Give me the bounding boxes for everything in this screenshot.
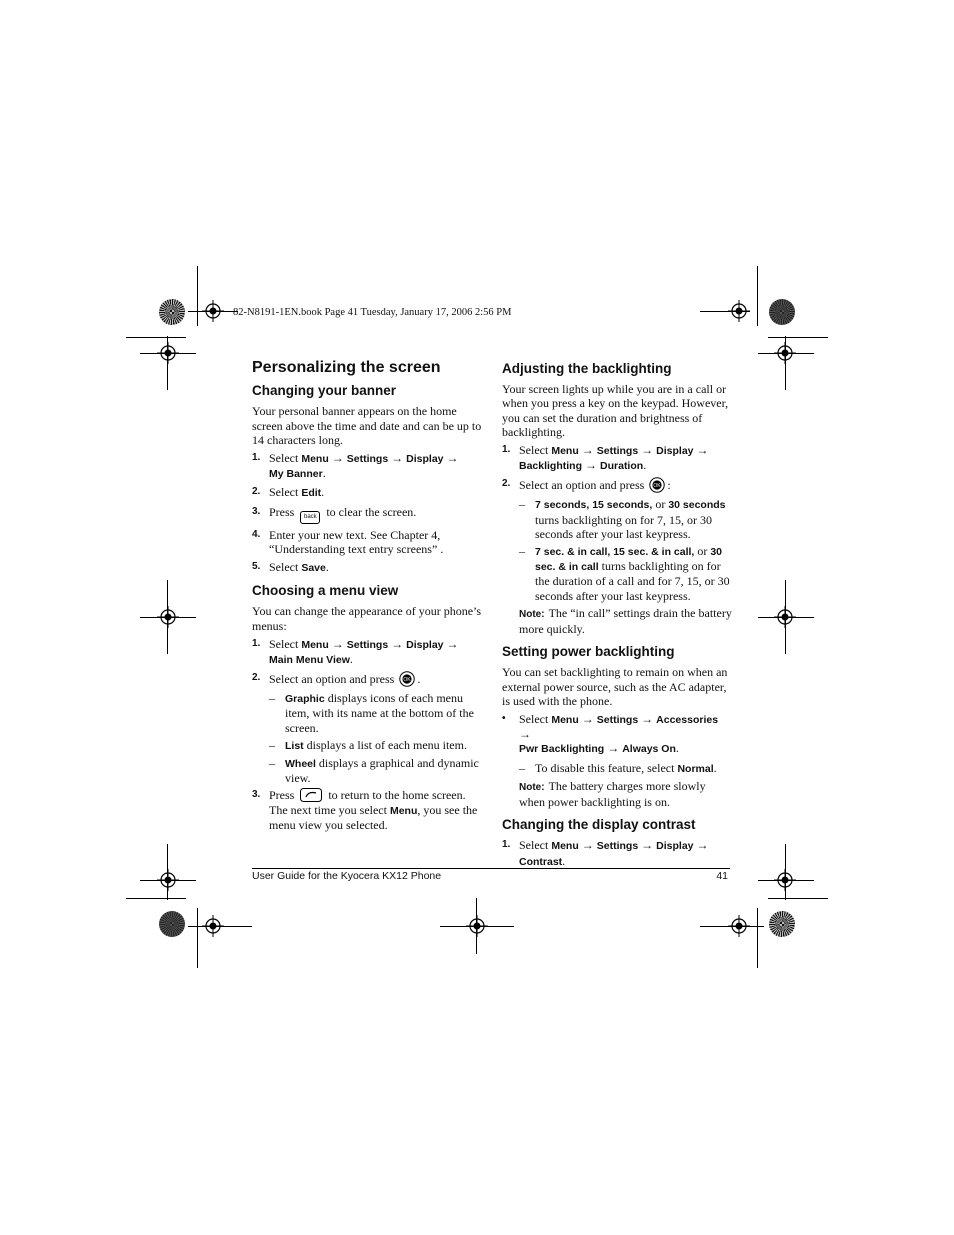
banner-intro: Your personal banner appears on the home screen above the time and date and can be up to 14 characters long. [252, 404, 482, 447]
crop-line [757, 908, 758, 968]
menu-command: Menu [301, 453, 329, 466]
print-slug: 82-N8191-1EN.book Page 41 Tuesday, January 17, 2006 2:56 PM [233, 307, 512, 318]
menu-command: Menu [551, 840, 579, 853]
section-heading-contrast: Changing the display contrast [502, 817, 696, 833]
note: Note: The battery charges more slowly when power backlighting is on. [519, 778, 706, 810]
svg-text:OK: OK [653, 483, 661, 490]
arrow-icon: → [696, 838, 709, 853]
menu-command: My Banner [269, 468, 323, 481]
step-number: 1. [502, 444, 511, 456]
ok-key-icon [399, 671, 415, 687]
menu-command: Menu [551, 445, 579, 458]
arrow-icon: → [391, 636, 404, 651]
list-item: 1. Select Menu → Settings → Display → My Banner. [252, 451, 459, 481]
menu-command: Menu [551, 714, 579, 727]
note-label: Note: [519, 781, 545, 793]
menu-command: List [285, 739, 304, 752]
list-item: 2. Select Edit. [252, 485, 325, 500]
crop-line [757, 266, 758, 326]
menu-command: Display [406, 638, 444, 651]
section-heading-backlighting: Adjusting the backlighting [502, 361, 672, 376]
bullet-marker: • [502, 713, 506, 725]
menu-command: Accessories [656, 714, 719, 727]
menu-command: 30 sec. & in call [535, 546, 723, 574]
end-key-icon [300, 788, 322, 802]
list-item: – Graphic displays icons of each menu item, with its name at the bottom of the screen. [269, 691, 474, 735]
page-number: 41 [716, 870, 728, 882]
list-item: 2. Select an option and press OK . [252, 672, 421, 687]
menu-command: Display [656, 840, 694, 853]
arrow-icon: → [641, 712, 654, 727]
section-heading-power-backlighting: Setting power backlighting [502, 644, 675, 660]
registration-target-icon [157, 869, 179, 891]
menu-command: Save [301, 562, 326, 575]
list-item: 1. Select Menu → Settings → Display → Main Menu View. [252, 636, 459, 667]
menu-command: Menu [301, 638, 329, 651]
list-item: 5. Select Save. [252, 560, 329, 575]
note-label: Note: [519, 608, 545, 620]
menu-command: Contrast [519, 855, 563, 868]
list-item: 1. Select Menu → Settings → Display → Backlighting → Duration. [502, 443, 709, 473]
list-item: 3. Press to return to the home screen. The next time you select Menu, you see the menu view you selected. [252, 788, 478, 832]
crop-line [126, 337, 186, 338]
crop-line [768, 898, 828, 899]
arrow-icon: → [581, 838, 594, 853]
list-item: 3. Press back to clear the screen. [252, 505, 482, 524]
list-item: • Select Menu → Settings → Accessories → Pwr Backlighting → Always On. [502, 712, 719, 756]
registration-target-icon [157, 342, 179, 364]
dash-marker: – [519, 497, 525, 512]
crop-line [768, 337, 828, 338]
crop-line [197, 266, 198, 326]
menu-command: Settings [596, 840, 639, 853]
star-target-icon [769, 299, 795, 325]
step-number: 1. [252, 452, 261, 464]
back-key-icon: back [300, 511, 320, 524]
list-item: – 7 seconds, 15 seconds, or 30 seconds turns backlighting on for 7, 15, or 30 seconds after your last keypress. [519, 497, 726, 541]
registration-target-icon [202, 915, 224, 937]
menu-command: Settings [596, 714, 639, 727]
arrow-icon: → [641, 838, 654, 853]
crop-line [126, 898, 186, 899]
ok-key-icon [649, 477, 665, 493]
menu-command: Wheel [285, 758, 316, 771]
step-number: 5. [252, 561, 261, 573]
step-number: 3. [252, 789, 261, 801]
registration-target-icon [157, 606, 179, 628]
page-title: Personalizing the screen [252, 359, 441, 376]
dash-marker: – [269, 756, 275, 771]
page-footer [252, 868, 730, 882]
right-column [502, 362, 732, 873]
registration-target-icon [728, 300, 750, 322]
menu-command: Edit [301, 487, 322, 500]
list-item: 4. Enter your new text. See Chapter 4, “Understanding text entry screens” . [252, 527, 444, 556]
menu-command: Menu [389, 804, 418, 817]
footer-title: User Guide for the Kyocera KX12 Phone [252, 870, 442, 882]
note: Note: The “in call” settings drain the battery more quickly. [519, 605, 732, 637]
star-target-icon [769, 911, 795, 937]
power-backlighting-intro: You can set backlighting to remain on when an external power source, such as the AC adapter, is used with the phone. [502, 665, 728, 708]
crop-line [197, 908, 198, 968]
dash-marker: – [269, 737, 275, 752]
step-number: 2. [252, 486, 261, 498]
arrow-icon: → [585, 458, 598, 473]
section-heading-menu-view: Choosing a menu view [252, 583, 399, 599]
star-target-icon [159, 299, 185, 325]
arrow-icon: → [519, 727, 531, 742]
menu-command: Settings [596, 445, 639, 458]
dash-marker: – [519, 544, 525, 559]
menu-command: Backlighting [519, 460, 583, 473]
list-item: – Wheel displays a graphical and dynamic view. [269, 756, 479, 786]
menu-command: Settings [346, 638, 389, 651]
arrow-icon: → [581, 443, 594, 458]
arrow-icon: → [331, 636, 344, 651]
list-item: 1. Select Menu → Settings → Display → Contrast. [502, 838, 709, 868]
arrow-icon: → [391, 451, 404, 466]
menu-command: Settings [346, 453, 389, 466]
list-item: – 7 sec. & in call, 15 sec. & in call, or 30 sec. & in call turns backlighting on for the duration of a call and for 7, 15, or 30 seconds after your last keypress. [519, 544, 730, 603]
menu-command: 7 seconds, 15 seconds, [535, 499, 653, 512]
arrow-icon: → [331, 451, 344, 466]
step-number: 3. [252, 505, 261, 517]
arrow-icon: → [446, 636, 459, 651]
star-target-icon [159, 911, 185, 937]
menu-command: Display [656, 445, 694, 458]
menu-command: Always On [622, 743, 676, 756]
menu-command: 7 sec. & in call, 15 sec. & in call, [535, 546, 695, 559]
arrow-icon: → [696, 443, 709, 458]
arrow-icon: → [607, 741, 620, 756]
menu-command: Pwr Backlighting [519, 743, 605, 756]
step-number: 2. [502, 478, 511, 490]
arrow-icon: → [581, 712, 594, 727]
registration-target-icon [774, 869, 796, 891]
menu-command: Graphic [285, 693, 325, 706]
step-number: 1. [252, 637, 261, 649]
menu-view-intro: You can change the appearance of your phone’s menus: [252, 604, 482, 633]
menu-command: 30 seconds [668, 499, 726, 512]
dash-marker: – [519, 760, 525, 775]
backlighting-intro: Your screen lights up while you are in a call or when you press a key on the keypad. However, you can set the duration and brightness of backlighting. [502, 382, 729, 439]
list-item: 2. Select an option and press OK : [502, 478, 671, 493]
registration-target-icon [774, 342, 796, 364]
menu-command: Display [406, 453, 444, 466]
registration-target-icon [774, 606, 796, 628]
left-column [252, 361, 482, 836]
step-number: 4. [252, 528, 261, 540]
arrow-icon: → [641, 443, 654, 458]
dash-marker: – [269, 691, 275, 706]
registration-target-icon [728, 915, 750, 937]
menu-command: Duration [600, 460, 644, 473]
step-number: 1. [502, 839, 511, 851]
section-heading-banner: Changing your banner [252, 383, 397, 399]
arrow-icon: → [446, 451, 459, 466]
registration-target-icon [202, 300, 224, 322]
svg-text:OK: OK [403, 677, 411, 684]
step-number: 2. [252, 672, 261, 684]
list-item: – To disable this feature, select Normal. [519, 760, 717, 775]
registration-target-icon [466, 915, 488, 937]
menu-command: Main Menu View [269, 654, 350, 667]
list-item: – List displays a list of each menu item. [269, 737, 467, 752]
menu-command: Normal [677, 762, 714, 775]
